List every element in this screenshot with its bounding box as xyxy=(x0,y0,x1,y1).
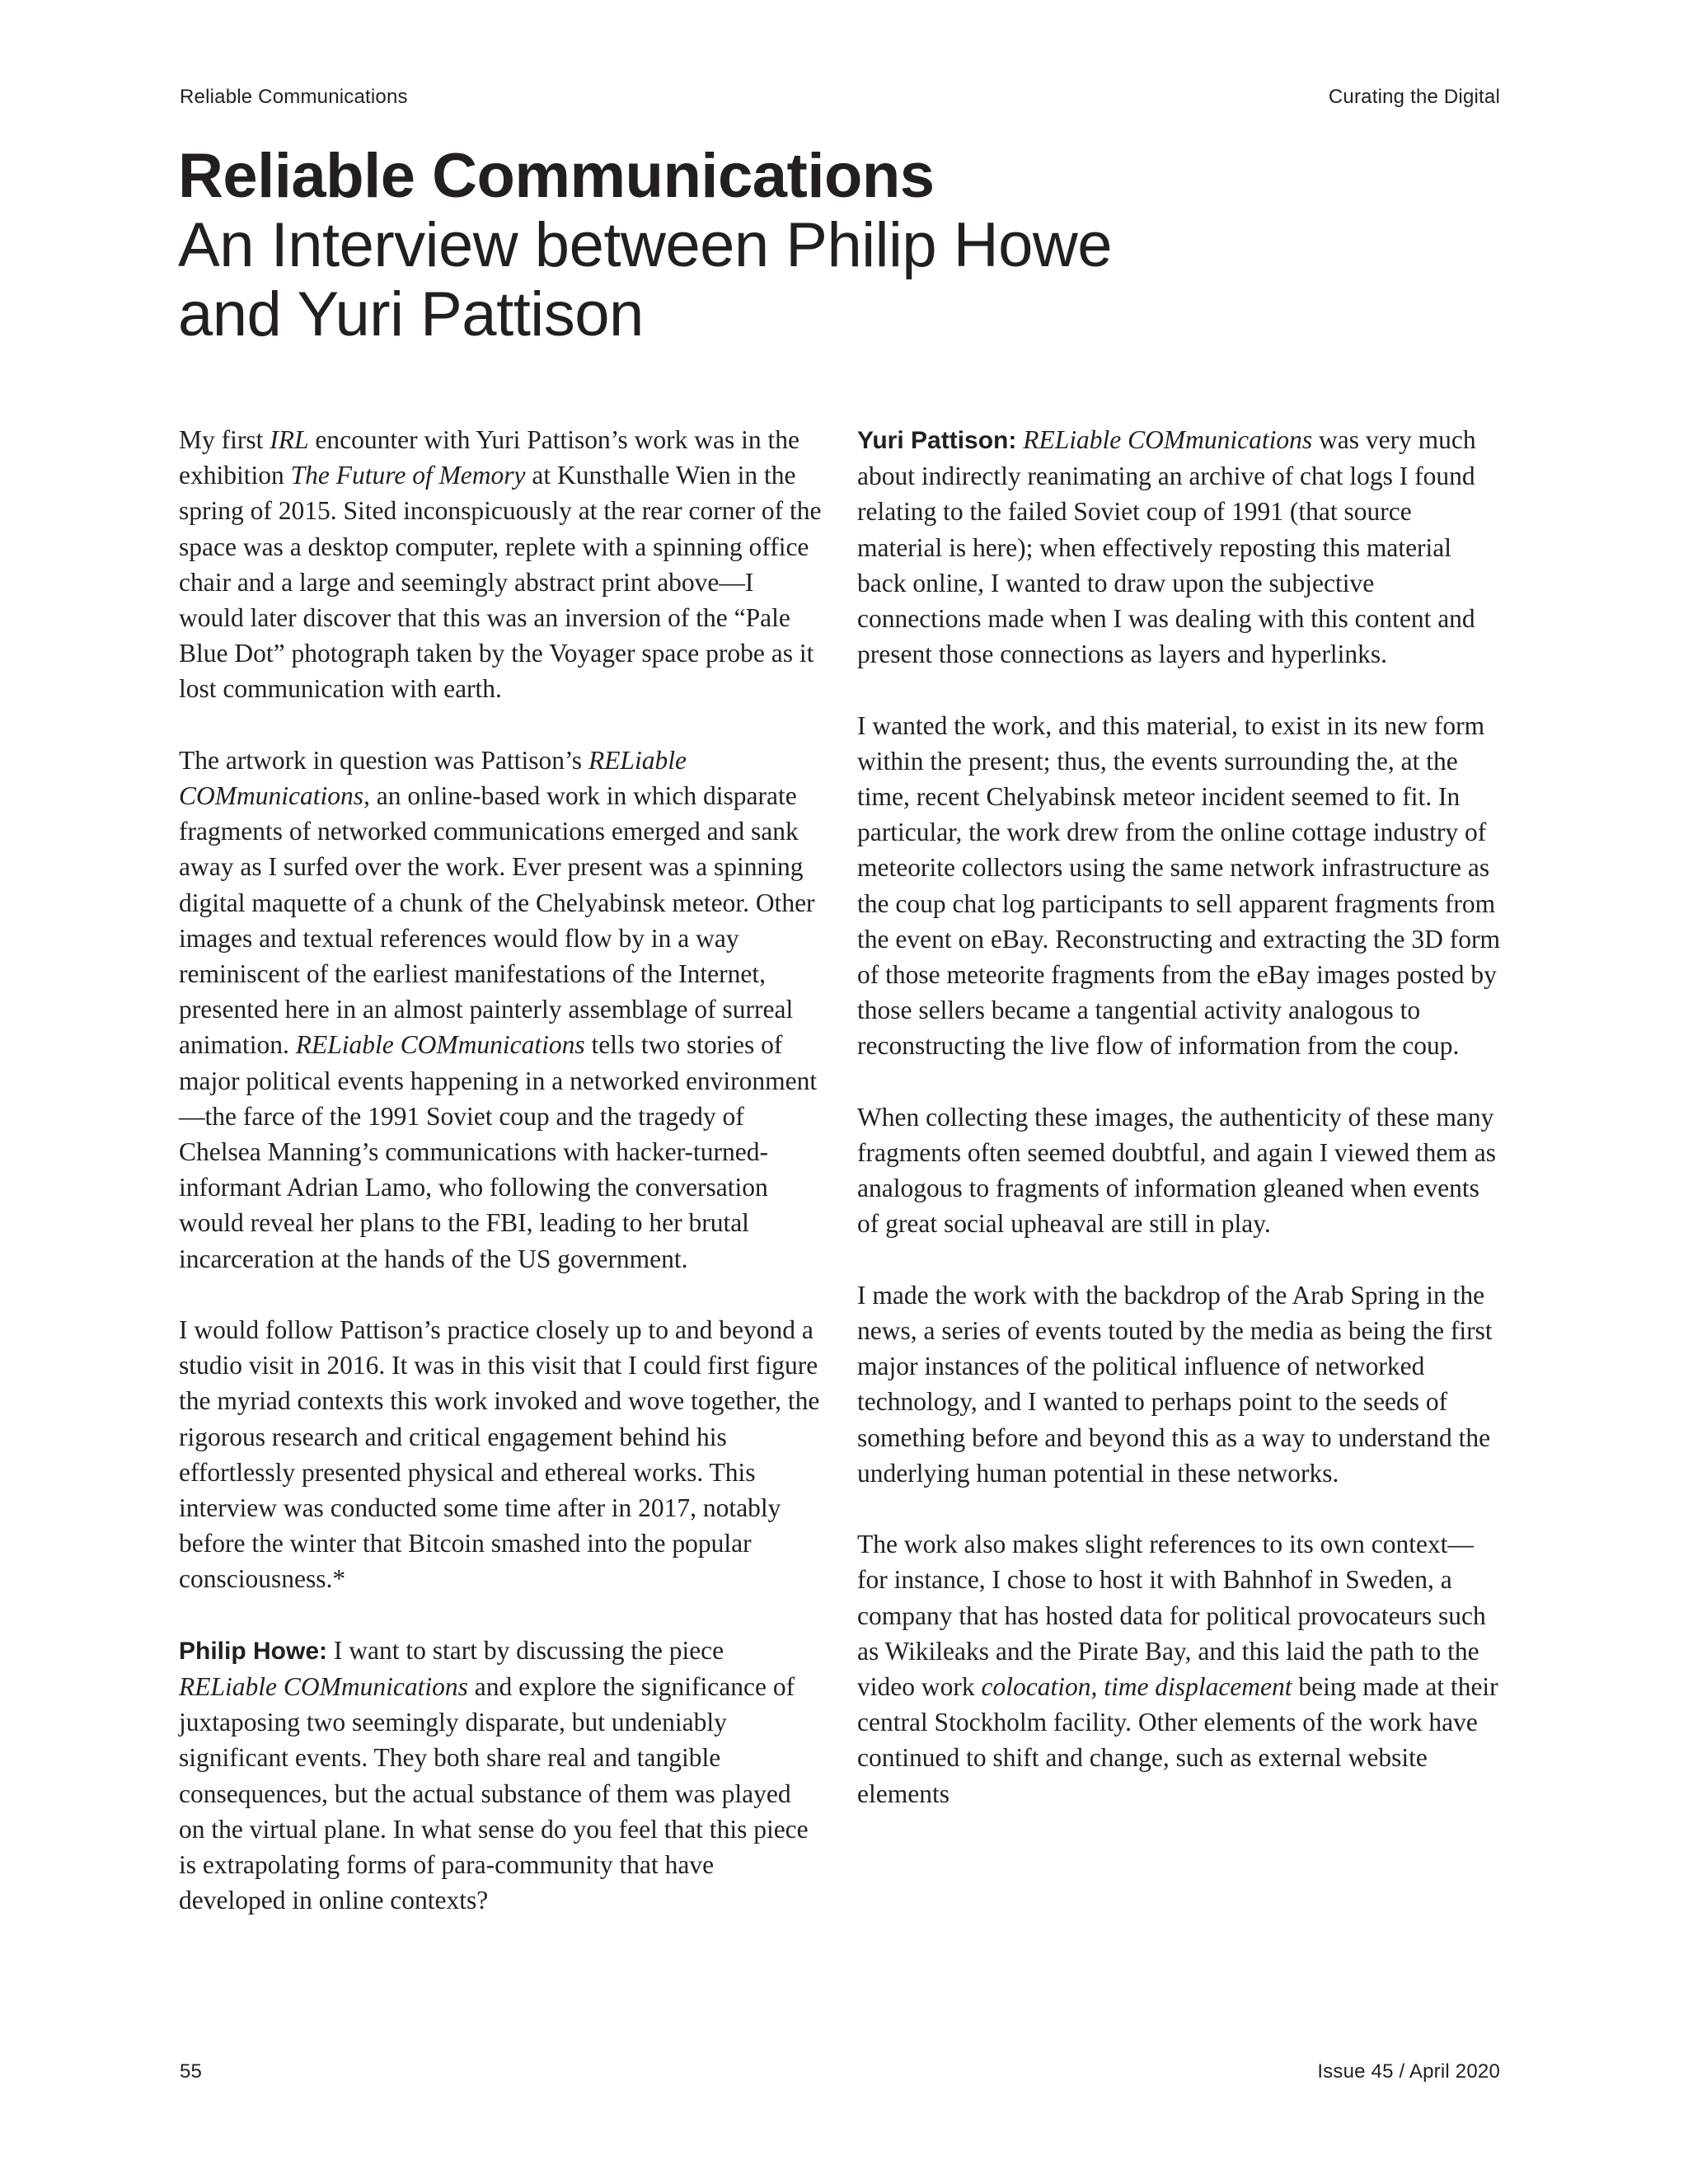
right-column xyxy=(857,422,1500,1811)
text-run: tells two stories of major political events happening in a networked environment—the farce of the 1991 Soviet coup and the tragedy of Chelsea Manning’s communications with hacker-turned-informant Adrian Lamo, who following the conversation would reveal her plans to the FBI, leading to her brutal incarceration at the hands of the US government. xyxy=(179,1030,818,1273)
intro-paragraph-1 xyxy=(179,422,822,707)
article-subtitle xyxy=(178,211,1497,349)
answer-paragraph-3: When collecting these images, the authenticity of these many fragments often seemed doubtful, and again I viewed them as analogous to fragments of information gleaned when events of great social upheaval are still in play. xyxy=(857,1102,1496,1239)
text-run: at Kunsthalle Wien in the spring of 2015. Sited inconspicuously at the rear corner of the space was a desktop computer, replete with a spinning office chair and a large and seemingly abstract print above—I would later discover that this was an inversion of the “Pale Blue Dot” photograph taken by the Voyager space probe as it lost communication with earth. xyxy=(179,461,822,704)
article-title-block xyxy=(178,142,1497,349)
running-head-right: Curating the Digital xyxy=(1328,86,1500,108)
issue-label: Issue 45 / April 2020 xyxy=(1317,2060,1500,2083)
text-run: I want to start by discussing the piece xyxy=(327,1635,724,1665)
left-column xyxy=(179,422,822,1918)
running-head-left: Reliable Communications xyxy=(180,86,408,108)
text-run-italic: colocation, time displacement xyxy=(981,1672,1292,1702)
text-run-italic: RELiable COMmunications xyxy=(295,1030,585,1060)
speaker-philip-howe: Philip Howe: xyxy=(179,1637,327,1665)
intro-paragraph-3: I would follow Pattison’s practice closely up to and beyond a studio visit in 2016. It was in this visit that I could first figure the myriad contexts this work invoked and wove together, the rigorous research and critical engagement behind his effortlessly presented physical and ethereal works. This interview was conducted some time after in 2017, notably before the winter that Bitcoin smashed into the popular consciousness.* xyxy=(179,1315,820,1594)
answer-paragraph-1 xyxy=(857,422,1500,672)
article-subtitle-text: An Interview between Philip Howe and Yuri Pattison xyxy=(178,210,1113,349)
text-run: and explore the significance of juxtaposing two seemingly disparate, but undeniably significant events. They both share real and tangible consequences, but the actual substance of them was played on the virtual plane. In what sense do you feel that this piece is extrapolating forms of para-community that have developed in online contexts? xyxy=(179,1672,809,1915)
text-run: was very much about indirectly reanimating an archive of chat logs I found relating to the failed Soviet coup of 1991 (that source material is here); when effectively reposting this material back online, I wanted to draw upon the subjective connections made when I was dealing with this content and present those connections as layers and hyperlinks. xyxy=(857,425,1476,669)
text-run: My first xyxy=(179,425,270,454)
answer-paragraph-5 xyxy=(857,1526,1500,1811)
text-run: The work also makes slight references to its own context—for instance, I chose to host it with Bahnhof in Sweden, a company that has hosted data for political provocateurs such as Wikileaks and the Pirate Bay, and this laid the path to the video work xyxy=(857,1530,1486,1702)
text-run: an online-based work in which disparate fragments of networked communications emerged and sank away as I surfed over the work. Ever present was a spinning digital maquette of a chunk of the Chelyabinsk meteor. Other images and textual references would flow by in a way reminiscent of the earliest manifestations of the Internet, presented here in an almost painterly assemblage of surreal animation. xyxy=(179,781,815,1060)
page-number: 55 xyxy=(180,2060,203,2083)
text-run: The artwork in question was Pattison’s xyxy=(179,745,588,775)
answer-paragraph-2: I wanted the work, and this material, to exist in its new form within the present; thus, the events surrounding the, at the time, recent Chelyabinsk meteor incident seemed to fit. In particular, the work drew from the online cottage industry of meteorite collectors using the same network infrastructure as the coup chat log participants to sell apparent fragments from the event on eBay. Reconstructing and extracting the 3D form of those meteorite fragments from the eBay images posted by those sellers became a tangential activity analogous to reconstructing the live flow of information from the coup. xyxy=(857,710,1500,1061)
speaker-yuri-pattison: Yuri Pattison: xyxy=(857,427,1017,454)
answer-paragraph-4: I made the work with the backdrop of the Arab Spring in the news, a series of events touted by the media as being the first major instances of the political influence of networked technology, and I wanted to perhaps point to the seeds of something before and beyond this as a way to understand the underlying human potential in these networks. xyxy=(857,1280,1493,1488)
text-run-italic: RELiable COMmunications, xyxy=(179,745,687,811)
question-paragraph xyxy=(179,1633,822,1919)
article-title: Reliable Communications xyxy=(178,141,935,211)
text-run-italic: RELiable COMmunications xyxy=(179,1672,468,1702)
text-run-italic: IRL xyxy=(270,425,309,454)
text-run-italic: The Future of Memory xyxy=(290,461,526,490)
text-run: encounter with Yuri Pattison’s work was in the exhibition xyxy=(179,425,800,490)
text-run-italic: RELiable COMmunications xyxy=(1023,425,1313,454)
text-run: being made at their central Stockholm facility. Other elements of the work have continued to shift and change, such as external website elements xyxy=(857,1672,1498,1808)
intro-paragraph-2 xyxy=(179,743,822,1277)
